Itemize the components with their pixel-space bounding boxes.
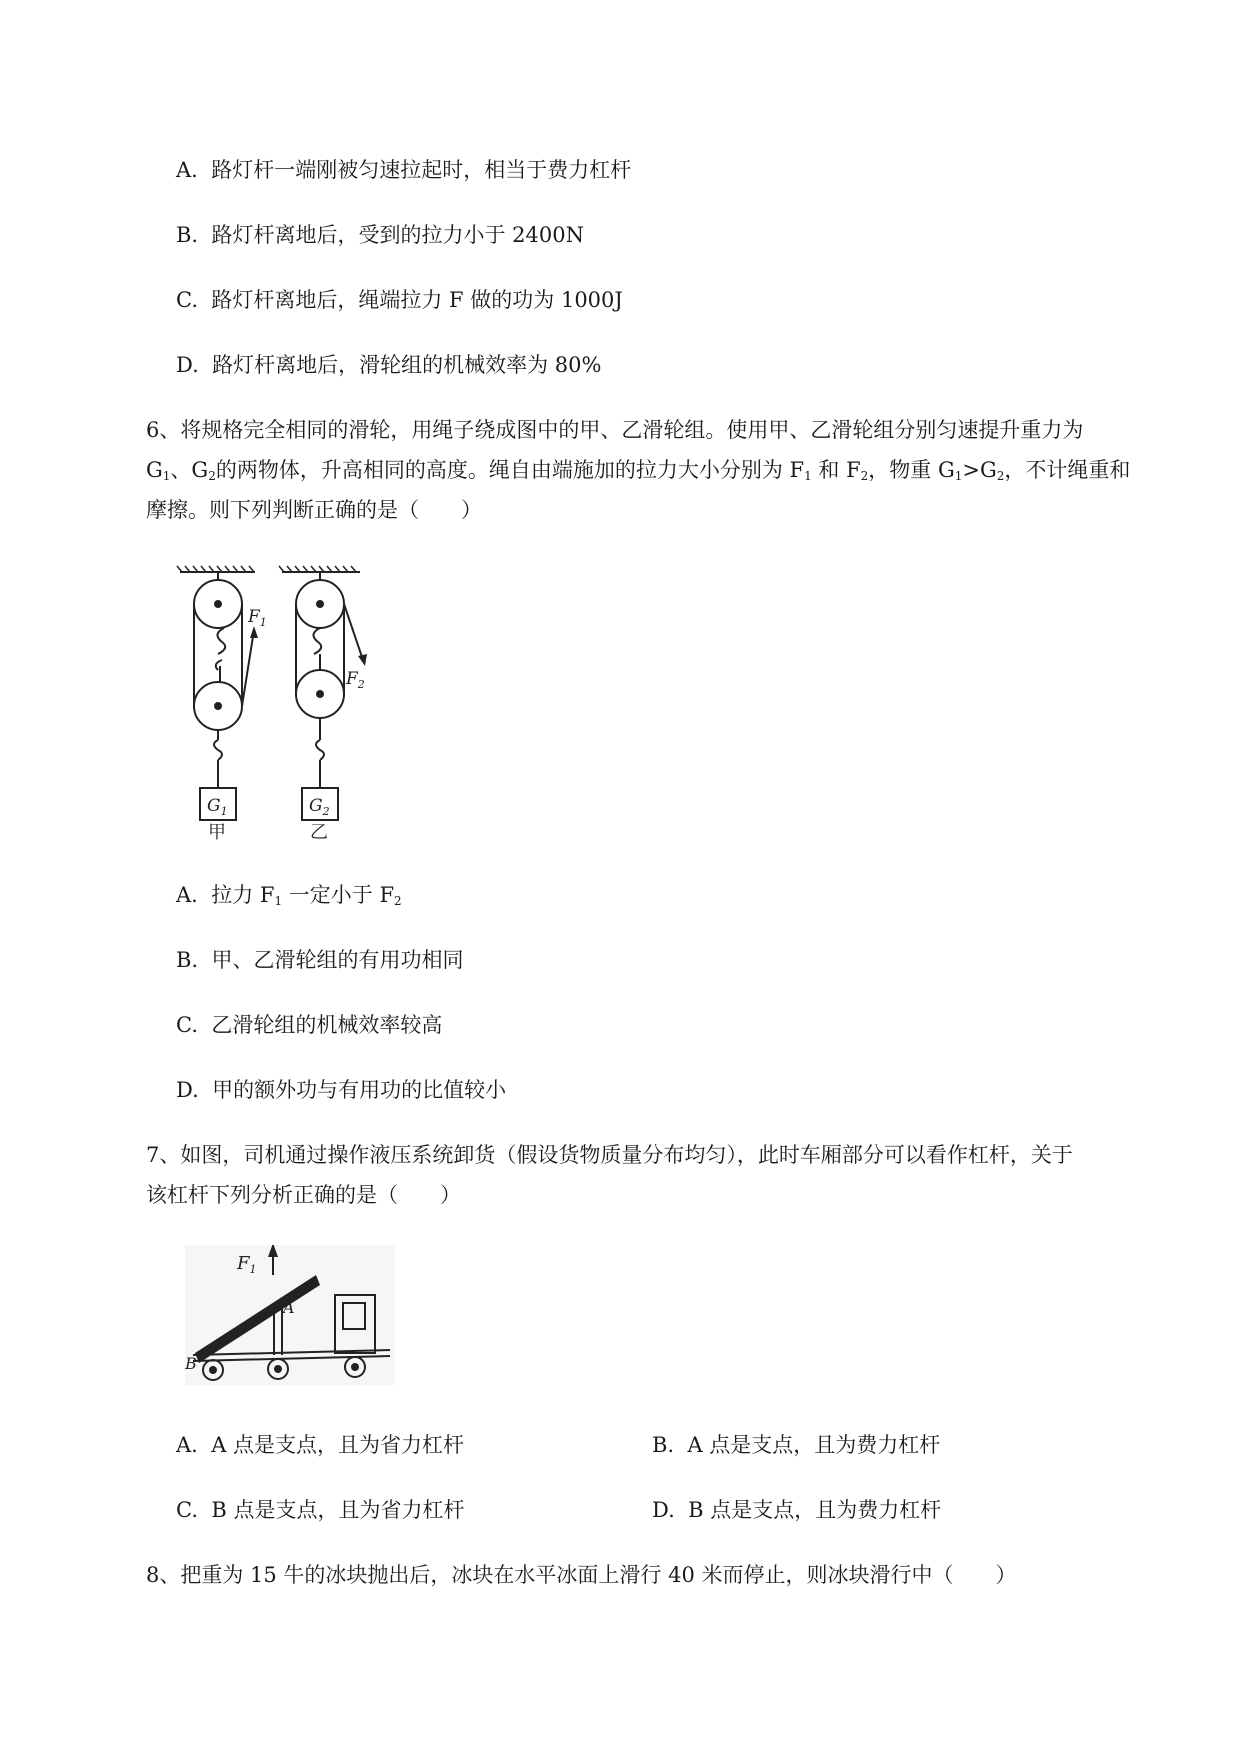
option-text: B 点是支点，且为省力杠杆	[211, 1498, 465, 1522]
option-letter: B.	[176, 948, 199, 972]
q5-option-a[interactable]	[176, 155, 631, 185]
option-letter: A.	[176, 158, 198, 182]
q6-option-a[interactable]: A. 拉力 $F_1$ 一定小于 $F_2$	[176, 883, 402, 908]
q6-stem-line1: 6、将规格完全相同的滑轮，用绳子绕成图中的甲、乙滑轮组。使用甲、乙滑轮组分别匀速提升重力为	[146, 418, 1084, 442]
weight-g1-label: $G_1$	[207, 796, 228, 818]
q6-option-d[interactable]	[176, 1075, 506, 1105]
q7-option-b[interactable]	[652, 1430, 940, 1460]
q7-option-a[interactable]	[176, 1430, 464, 1460]
q6-option-c[interactable]	[176, 1010, 442, 1040]
option-text: 甲的额外功与有用功的比值较小	[212, 1078, 507, 1102]
q5-option-d[interactable]	[176, 350, 601, 380]
caption-jia: 甲	[208, 822, 226, 840]
force-f1-line	[242, 630, 254, 706]
option-text: A 点是支点，且为省力杠杆	[211, 1433, 465, 1457]
option-letter: C.	[176, 288, 198, 312]
option-letter: C.	[176, 1013, 198, 1037]
option-letter: D.	[176, 353, 199, 377]
option-letter: A.	[176, 883, 198, 907]
option-text: A 点是支点，且为费力杠杆	[687, 1433, 941, 1457]
q7-stem-line1: 7、如图，司机通过操作液压系统卸货（假设货物质量分布均匀），此时车厢部分可以看作杠杆，关于	[146, 1143, 1073, 1167]
option-letter: A.	[176, 1433, 198, 1457]
hook-left-lower	[214, 740, 222, 760]
point-a-label: A	[283, 1298, 295, 1317]
q5-option-c[interactable]	[176, 285, 623, 315]
pulley-system-figure	[170, 560, 430, 840]
option-text: 路灯杆离地后，滑轮组的机械效率为 80%	[212, 353, 602, 377]
force-f1-label: $F_1$	[237, 1253, 257, 1276]
force-f1-arrow	[250, 626, 258, 638]
option-letter: D.	[652, 1498, 675, 1522]
option-letter: B.	[176, 223, 199, 247]
force-f1-label: $F_1$	[248, 607, 267, 629]
q6-stem-line3: 摩擦。则下列判断正确的是（ ）	[146, 498, 482, 522]
q7-option-d[interactable]	[652, 1495, 941, 1525]
option-text: 路灯杆一端刚被匀速拉起时，相当于费力杠杆	[211, 158, 632, 182]
hook-right-upper	[313, 628, 321, 654]
option-text: B 点是支点，且为费力杠杆	[688, 1498, 942, 1522]
q7-option-c[interactable]	[176, 1495, 464, 1525]
q7-stem-line2: 该杠杆下列分析正确的是（ ）	[146, 1183, 461, 1207]
option-text: 路灯杆离地后，受到的拉力小于 2400N	[211, 223, 584, 247]
option-text: 路灯杆离地后，绳端拉力 F 做的功为 1000J	[211, 288, 623, 312]
q5-option-b[interactable]	[176, 220, 584, 250]
force-f2-line	[344, 604, 363, 660]
q6-stem-line2: $G_1$、$G_2$的两物体，升高相同的高度。绳自由端施加的拉力大小分别为 $F_1$ 和 $F_2$，物重 $G_1>G_2$，不计绳重和	[146, 458, 1131, 483]
force-f2-label: $F_2$	[346, 669, 365, 691]
option-letter: D.	[176, 1078, 199, 1102]
hook-right-lower	[316, 740, 324, 760]
force-f2-arrow	[358, 654, 367, 666]
option-text: 甲、乙滑轮组的有用功相同	[211, 948, 464, 972]
hook-left-upper	[217, 628, 225, 654]
option-letter: B.	[652, 1433, 675, 1457]
dump-truck-figure	[185, 1245, 395, 1385]
weight-g2-label: $G_2$	[309, 796, 330, 818]
point-b-label: B	[185, 1354, 197, 1373]
q8-stem-line1: 8、把重为 15 牛的冰块抛出后，冰块在水平冰面上滑行 40 米而停止，则冰块滑行中（ ）	[146, 1563, 1017, 1587]
q6-option-b[interactable]	[176, 945, 463, 975]
caption-yi: 乙	[310, 822, 328, 840]
option-letter: C.	[176, 1498, 198, 1522]
option-text: 乙滑轮组的机械效率较高	[211, 1013, 443, 1037]
